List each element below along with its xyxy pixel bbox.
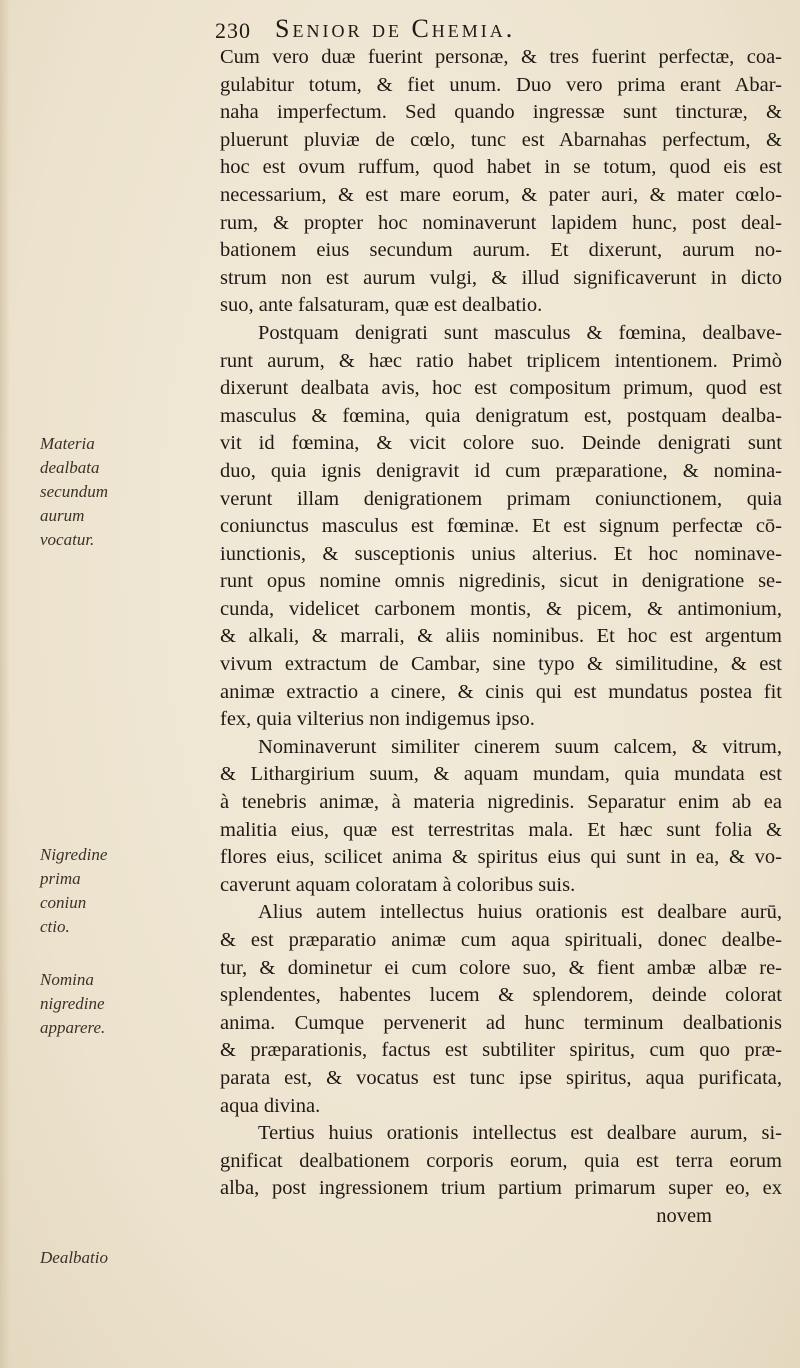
margin-note-line: ctio. — [40, 917, 70, 936]
text-line: aqua divina. — [220, 1094, 321, 1117]
text-line: malitia eius, quæ est terrestritas mala. Et hæc sunt folia & — [220, 818, 782, 841]
page-edge-shadow — [0, 0, 10, 1368]
text-line: rum, & propter hoc nominaverunt lapidem hunc, post deal- — [220, 211, 782, 234]
margin-note — [40, 843, 200, 939]
page-number: 230 — [215, 18, 251, 43]
text-line: naha imperfectum. Sed quando ingressæ sunt tincturæ, & — [220, 101, 782, 124]
text-line: à tenebris animæ, à materia nigredinis. Separatur enim ab ea — [220, 791, 782, 814]
text-line: verunt illam denigrationem primam coniunctionem, quia — [220, 487, 782, 510]
text-line: vivum extractum de Cambar, sine typo & similitudine, & est — [220, 653, 782, 676]
text-line: tur, & dominetur ei cum colore suo, & fient ambæ albæ re- — [220, 956, 782, 979]
margin-note — [40, 1246, 200, 1270]
text-line: Nominaverunt similiter cinerem suum calcem, & vitrum, — [258, 735, 782, 758]
margin-note-line: vocatur. — [40, 530, 95, 549]
catchword: novem — [656, 1204, 712, 1227]
margin-note-line: Nomina — [40, 970, 94, 989]
margin-note-line: dealbata — [40, 458, 100, 477]
margin-note-line: secundum — [40, 482, 108, 501]
margin-note-line: Materia — [40, 434, 95, 453]
margin-note-line: prima — [40, 869, 81, 888]
text-line: & Lithargirium suum, & aquam mundam, quia mundata est — [220, 763, 782, 786]
text-line: suo, ante falsaturam, quæ est dealbatio. — [220, 294, 543, 317]
text-line: gulabitur totum, & fiet unum. Duo vero prima erant Abar- — [220, 73, 782, 96]
text-line: parata est, & vocatus est tunc ipse spiritus, aqua purificata, — [220, 1066, 782, 1089]
margin-note-line: Dealbatio — [40, 1248, 108, 1267]
text-line: hoc est ovum ruffum, quod habet in se totum, quod eis est — [220, 156, 782, 179]
margin-note — [40, 968, 200, 1040]
text-line: alba, post ingressionem trium partium primarum super eo, ex — [220, 1177, 782, 1200]
text-line: runt aurum, & hæc ratio habet triplicem intentionem. Primò — [220, 349, 782, 372]
text-line: anima. Cumque pervenerit ad hunc terminum dealbationis — [220, 1011, 782, 1034]
text-line: necessarium, & est mare eorum, & pater auri, & mater cœlo- — [220, 183, 782, 206]
page-header — [215, 14, 775, 48]
margin-note-line: Nigredine — [40, 845, 108, 864]
text-line: gnificat dealbationem corporis eorum, quia est terra eorum — [220, 1149, 782, 1172]
margin-column — [40, 0, 200, 1368]
text-line: flores eius, scilicet anima & spiritus eius qui sunt in ea, & vo- — [220, 846, 782, 869]
text-line: strum non est aurum vulgi, & illud significaverunt in dicto — [220, 266, 782, 289]
text-line: & præparationis, factus est subtiliter spiritus, cum quo præ- — [220, 1039, 782, 1062]
text-line: caverunt aquam coloratam à coloribus suis. — [220, 873, 576, 896]
margin-note-line: coniun — [40, 893, 87, 912]
margin-note — [40, 432, 200, 552]
text-line: dixerunt dealbata avis, hoc est compositum primum, quod est — [220, 377, 782, 400]
text-line: iunctionis, & susceptionis unius alterius. Et hoc nominave- — [220, 542, 782, 565]
text-line: & alkali, & marrali, & aliis nominibus. Et hoc est argentum — [220, 625, 782, 648]
margin-note-line: apparere. — [40, 1018, 106, 1037]
margin-note-line: aurum — [40, 506, 85, 525]
text-line: Postquam denigrati sunt masculus & fœmina, dealbave- — [258, 321, 782, 344]
text-line: Tertius huius orationis intellectus est dealbare aurum, si- — [258, 1122, 782, 1145]
text-line: animæ extractio a cinere, & cinis qui est mundatus postea fit — [220, 680, 782, 703]
text-line: & est præparatio animæ cum aqua spirituali, donec dealbe- — [220, 929, 782, 951]
text-line: runt opus nomine omnis nigredinis, sicut in denigratione se- — [220, 570, 782, 593]
text-line: fex, quia vilterius non indigemus ipso. — [220, 708, 535, 731]
text-line: masculus & fœmina, quia denigratum est, postquam dealba- — [220, 404, 782, 427]
text-line: duo, quia ignis denigravit id cum præparatione, & nomina- — [220, 459, 782, 482]
margin-note-line: nigredine — [40, 994, 105, 1013]
main-text — [220, 44, 782, 1231]
text-line: pluerunt pluviæ de cœlo, tunc est Abarnahas perfectum, & — [220, 128, 782, 151]
text-line: cunda, videlicet carbonem montis, & picem, & antimonium, — [220, 597, 782, 620]
text-line: splendentes, habentes lucem & splendorem, deinde colorat — [220, 984, 782, 1007]
text-line: bationem eius secundum aurum. Et dixerunt, aurum no- — [220, 239, 782, 262]
running-head: Senior de Chemia. — [275, 14, 516, 43]
text-line: vit id fœmina, & vicit colore suo. Deinde denigrati sunt — [220, 432, 782, 455]
text-line: coniunctus masculus est fœminæ. Et est signum perfectæ cō- — [220, 515, 782, 538]
text-line: Alius autem intellectus huius orationis est dealbare aurū, — [258, 901, 782, 924]
text-line: Cum vero duæ fuerint personæ, & tres fuerint perfectæ, coa- — [220, 46, 782, 68]
